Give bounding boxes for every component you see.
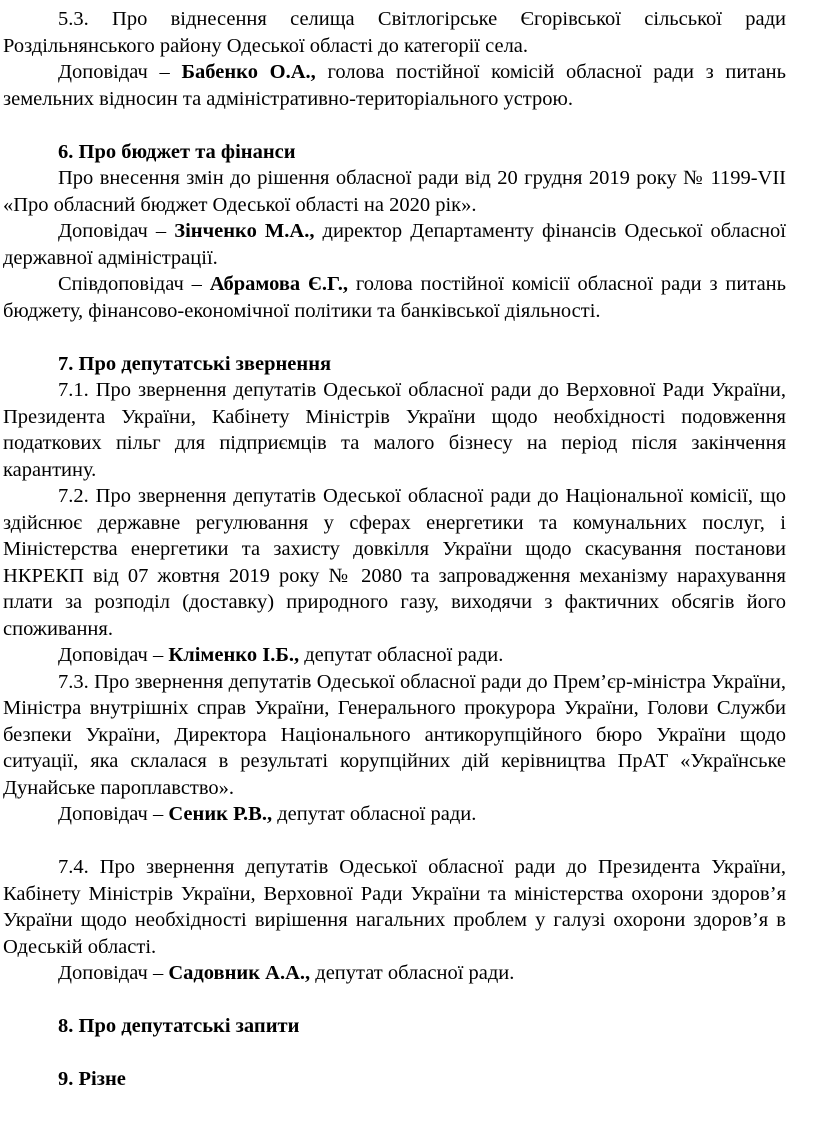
bold-text-run: 9. Різне: [58, 1068, 126, 1090]
paragraph: [3, 669, 786, 802]
section-heading: [3, 139, 786, 166]
text-run: депутат обласної ради.: [310, 962, 515, 984]
bold-text-run: Сеник Р.В.,: [168, 803, 273, 825]
text-run: Доповідач –: [58, 644, 169, 666]
section-heading: [3, 1013, 786, 1040]
text-run: депутат обласної ради.: [272, 803, 477, 825]
section-heading: [3, 1066, 786, 1093]
paragraph: [3, 165, 786, 218]
text-run: директор Департаменту фінансів Одеської обласної державної адміністрації.: [3, 220, 786, 269]
paragraph: [3, 801, 786, 828]
bold-text-run: 8. Про депутатські запити: [58, 1015, 300, 1037]
text-run: 7.4. Про звернення депутатів Одеської обласної ради до Президента України, Кабінету Міністрів України, Верховної Ради України та міністерства охорони здоров’я України щодо необхідності вирішення нагальних проблем у галузі охорони здоров’я в Одеській області.: [3, 856, 786, 958]
text-run: голова постійної комісії обласної ради з питань бюджету, фінансово-економічної політики та банківської діяльності.: [3, 273, 786, 322]
bold-text-run: Кліменко І.Б.,: [168, 644, 300, 666]
paragraph: [3, 59, 786, 112]
paragraph: [3, 960, 786, 987]
text-run: 7.1. Про звернення депутатів Одеської обласної ради до Верховної Ради України, Президента України, Кабінету Міністрів України щодо необхідності подовження податкових пільг для підприємців та малого бізнесу на період після закінчення карантину.: [3, 379, 786, 481]
text-run: 5.3. Про віднесення селища Світлогірське Єгорівської сільської ради Роздільнянського району Одеської області до категорії села.: [3, 8, 786, 57]
paragraph: [3, 218, 786, 271]
text-run: Співдоповідач –: [58, 273, 210, 295]
paragraph: [3, 483, 786, 642]
bold-text-run: Зінченко М.А.,: [174, 220, 315, 242]
text-run: Доповідач –: [58, 962, 169, 984]
text-run: 7.3. Про звернення депутатів Одеської обласної ради до Прем’єр-міністра України, Міністра внутрішніх справ України, Генерального прокурора України, Голови Служби безпеки України, Директора Національного антикорупційного бюро України щодо ситуації, яка склалася в результаті корупційних дій керівництва ПрАТ «Українське Дунайське пароплавство».: [3, 670, 786, 799]
paragraph: [3, 377, 786, 483]
text-run: голова постійної комісій обласної ради з питань земельних відносин та адміністративно-територіального устрою.: [3, 61, 786, 110]
text-run: 7.2. Про звернення депутатів Одеської обласної ради до Національної комісії, що здійснює державне регулювання у сферах енергетики та комунальних послуг, і Міністерства енергетики та захисту довкілля України щодо скасування постанови НКРЕКП від 07 жовтня 2019 року № 2080 та запровадження механізму нарахування плати за розподіл (доставку) природного газу, виходячи з фактичних обсягів його споживання.: [3, 485, 786, 640]
text-run: депутат обласної ради.: [299, 644, 504, 666]
bold-text-run: 7. Про депутатські звернення: [58, 352, 332, 375]
text-run: Доповідач –: [58, 220, 175, 242]
section-heading: [3, 351, 786, 378]
bold-text-run: Абрамова Є.Г.,: [209, 273, 349, 295]
paragraph: [3, 271, 786, 324]
text-run: Доповідач –: [58, 61, 182, 83]
bold-text-run: 6. Про бюджет та фінанси: [58, 140, 296, 163]
paragraph: [3, 642, 786, 669]
bold-text-run: Бабенко О.А.,: [181, 61, 316, 83]
text-run: Про внесення змін до рішення обласної ради від 20 грудня 2019 року № 1199-VII «Про обласний бюджет Одеської області на 2020 рік».: [3, 167, 786, 216]
text-run: Доповідач –: [58, 803, 169, 825]
bold-text-run: Садовник А.А.,: [168, 962, 311, 984]
paragraph: [3, 854, 786, 960]
document-body: [3, 6, 786, 1093]
paragraph: [3, 6, 786, 59]
